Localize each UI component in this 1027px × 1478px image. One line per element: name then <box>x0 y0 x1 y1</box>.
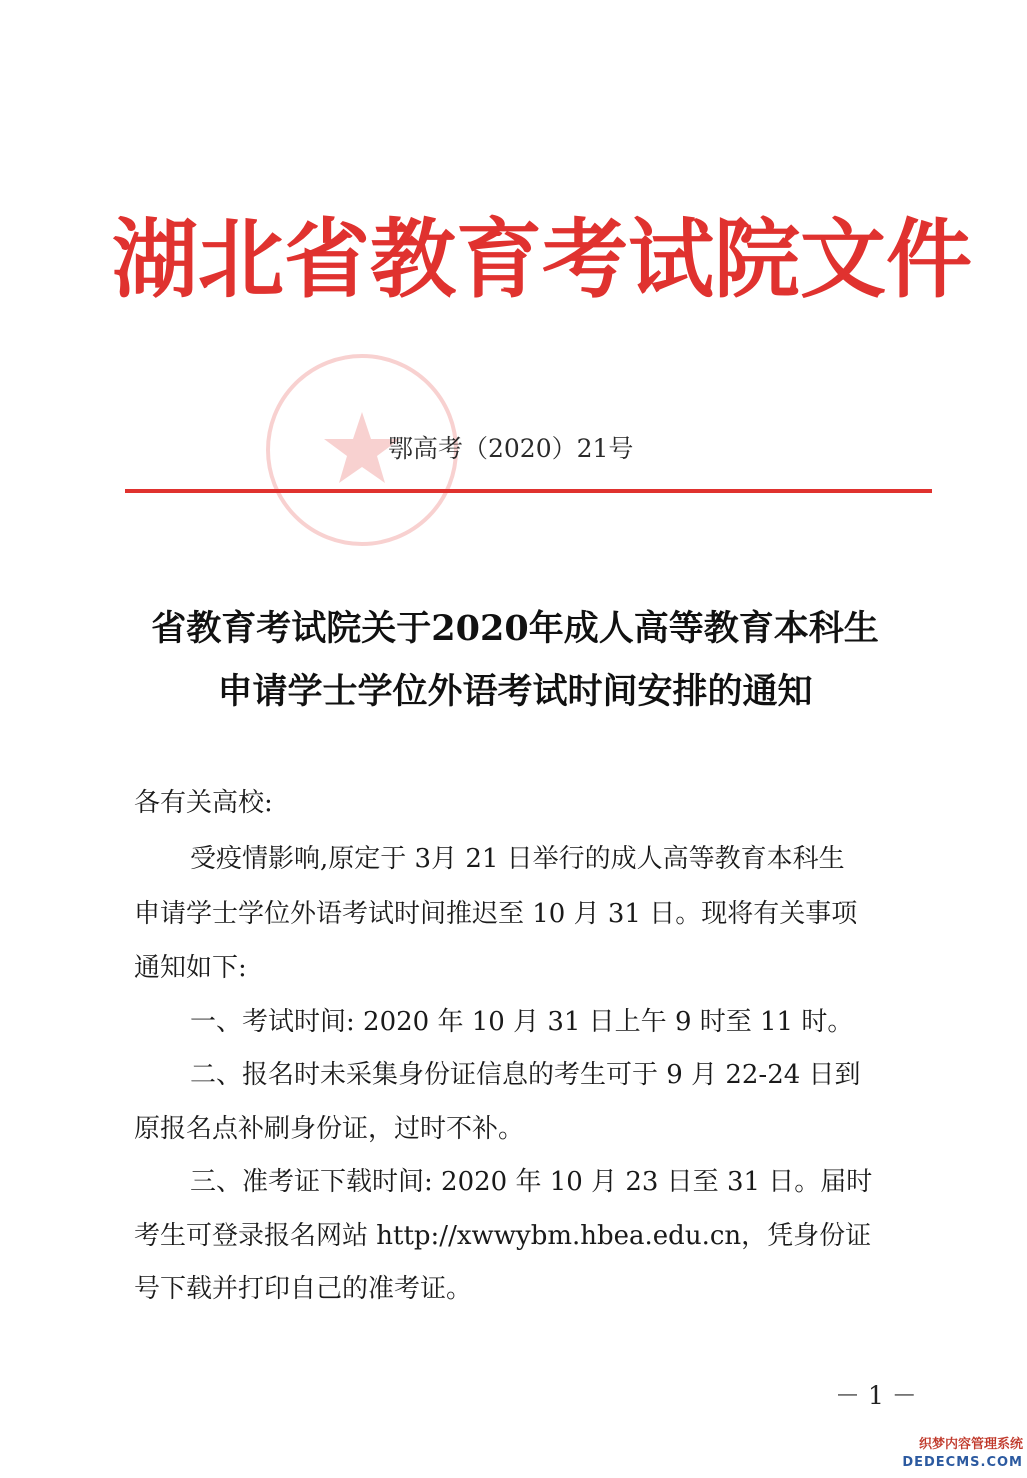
item-1-exam-time: 一、考试时间: 2020 年 10 月 31 日上午 9 时至 11 时。 <box>190 1007 854 1037</box>
watermark-line-2: DEDECMS.COM <box>902 1455 1023 1470</box>
paragraph-1-line-1: 受疫情影响,原定于 3月 21 日举行的成人高等教育本科生 <box>190 844 845 874</box>
item-3-line-1: 三、准考证下载时间: 2020 年 10 月 23 日至 31 日。届时 <box>190 1167 873 1197</box>
item-3-line-2: 考生可登录报名网站 http://xwwybm.hbea.edu.cn，凭身份证 <box>134 1221 872 1251</box>
watermark <box>900 1436 1025 1474</box>
item-2-line-2: 原报名点补刷身份证，过时不补。 <box>134 1114 525 1144</box>
paragraph-1-line-3: 通知如下: <box>134 953 247 983</box>
red-divider <box>125 489 932 493</box>
page-number: － 1 － <box>835 1381 917 1410</box>
item-2-line-1: 二、报名时未采集身份证信息的考生可于 9 月 22-24 日到 <box>190 1060 861 1090</box>
paragraph-1-line-2: 申请学士学位外语考试时间推迟至 10 月 31 日。现将有关事项 <box>134 899 858 929</box>
notice-title-line-1: 省教育考试院关于2020年成人高等教育本科生 <box>151 608 879 649</box>
document-number: 鄂高考（2020）21号 <box>388 434 634 463</box>
notice-title-line-2: 申请学士学位外语考试时间安排的通知 <box>217 671 813 712</box>
salutation: 各有关高校: <box>134 788 273 818</box>
watermark-line-1: 织梦内容管理系统 <box>918 1437 1023 1452</box>
item-3-line-3: 号下载并打印自己的准考证。 <box>134 1274 473 1304</box>
masthead-title: 湖北省教育考试院文件 <box>112 210 972 310</box>
